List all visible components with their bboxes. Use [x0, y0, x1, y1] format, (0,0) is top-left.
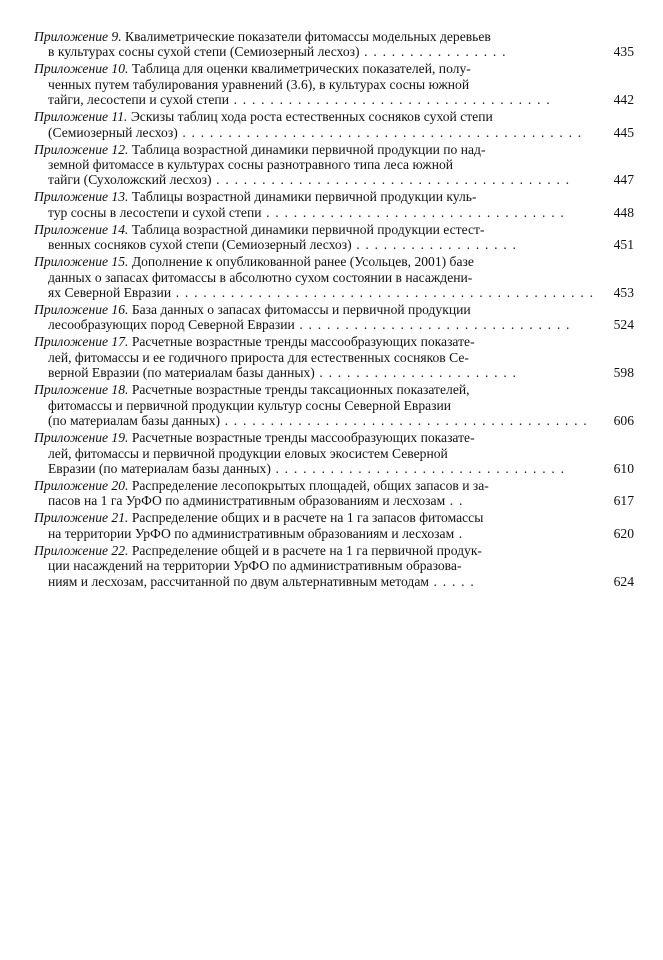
- toc-entry-title: [34, 302, 581, 333]
- toc-entry-line: [34, 142, 581, 157]
- toc-entry-line: [48, 350, 581, 365]
- appendix-label: Приложение 13.: [34, 189, 129, 205]
- toc-entry-title: [34, 189, 581, 220]
- toc-entry-text: тайги, лесостепи и сухой степи: [48, 92, 229, 108]
- toc-entry-title: [34, 382, 588, 429]
- toc-entry-line: [48, 172, 581, 187]
- toc-entry-text: земной фитомассе в культурах сосны разнотравного типа леса южной: [48, 157, 454, 173]
- page-number: 442: [613, 92, 634, 108]
- toc-entry[interactable]: [34, 109, 634, 140]
- page-number: 598: [613, 365, 634, 381]
- page-number: 624: [613, 573, 634, 589]
- toc-entry-line: [48, 92, 581, 107]
- page-number: 617: [613, 493, 634, 509]
- toc-entry-title: [34, 29, 581, 60]
- toc-entry-text: Таблица возрастной динамики первичной продукции по над-: [128, 141, 486, 157]
- toc-entry-text: Расчетные возрастные тренды таксационных показателей,: [128, 382, 470, 398]
- appendix-label: Приложение 16.: [34, 302, 129, 318]
- page-number: 448: [613, 204, 634, 220]
- toc-entry-line: [34, 189, 581, 204]
- appendix-label: Приложение 20.: [34, 477, 129, 493]
- toc-entry-line: [34, 109, 581, 124]
- dot-leader: . . . . .: [428, 573, 475, 589]
- toc-entry-text: Расчетные возрастные тренды массообразующих показате-: [128, 334, 475, 350]
- toc-entry-text: Распределение общей и в расчете на 1 га первичной продук-: [128, 542, 482, 558]
- toc-entry-title: [34, 109, 581, 140]
- toc-entry-text: лей, фитомассы и первичной продукции еловых экосистем Северной: [48, 445, 448, 461]
- toc-entry-line: [34, 29, 581, 44]
- page-number: 445: [613, 124, 634, 140]
- page-number: 620: [613, 525, 634, 541]
- toc-entry-line: [34, 222, 581, 237]
- page-number: 453: [613, 285, 634, 301]
- toc-entry-text: Квалиметрические показатели фитомассы модельных деревьев: [121, 29, 491, 44]
- toc-entry[interactable]: [34, 61, 634, 107]
- dot-leader: . . . . . . . . . . . . . . . . . . . . . . . . . . . . . . . . . . . . . . . .: [220, 413, 588, 429]
- toc-entry-title: [34, 254, 595, 301]
- appendix-label: Приложение 12.: [34, 141, 129, 157]
- dot-leader: . . . . . . . . . . . . . . . .: [359, 44, 507, 60]
- toc-entry-line: [48, 574, 581, 589]
- toc-entry-line: [34, 510, 581, 525]
- toc-entry-line: [34, 302, 581, 317]
- toc-entry-line: [48, 446, 581, 461]
- toc-entry[interactable]: [34, 478, 634, 509]
- toc-entry-text: венных сосняков сухой степи (Семиозерный лесхоз): [48, 237, 352, 253]
- toc-entry[interactable]: [34, 29, 634, 60]
- dot-leader: . . . . . . . . . . . . . . . . . . . . . . . . . . . . . .: [294, 317, 571, 333]
- appendix-label: Приложение 21.: [34, 510, 129, 526]
- toc-entry[interactable]: [34, 222, 634, 253]
- toc-entry-line: [48, 558, 581, 573]
- toc-entry-title: [34, 61, 581, 107]
- toc-entry-title: [34, 142, 581, 188]
- dot-leader: . . . . . . . . . . . . . . . . . . . . . . . . . . . . . . . . . . . . . . .: [211, 172, 571, 188]
- dot-leader: . . . . . . . . . . . . . . . . . .: [351, 237, 518, 253]
- toc-entry[interactable]: [34, 189, 634, 220]
- toc-entry-text: Расчетные возрастные тренды массообразующих показате-: [128, 430, 475, 446]
- toc-entry-text: лесообразующих пород Северной Евразии: [48, 317, 295, 333]
- toc-entry-line: [34, 382, 581, 397]
- dot-leader: . . . . . . . . . . . . . . . . . . . . . . . . . . . . . . . . . . .: [228, 92, 551, 108]
- toc-entry-line: [34, 254, 581, 269]
- toc-entry-line: [48, 157, 581, 172]
- toc-entry[interactable]: [34, 334, 634, 380]
- toc-entry-line: [48, 493, 581, 508]
- page-number: 451: [613, 237, 634, 253]
- toc-entry-title: [34, 510, 581, 541]
- toc-entry-line: [48, 365, 581, 380]
- toc-entry-line: [48, 285, 595, 301]
- toc-entry-text: фитомассы и первичной продукции культур сосны Северной Евразии: [48, 397, 452, 413]
- toc-entry-text: ниям и лесхозам, рассчитанной по двум альтернативным методам: [48, 573, 429, 589]
- appendix-label: Приложение 10.: [34, 61, 129, 77]
- toc-entry-title: [34, 222, 581, 253]
- toc-entry-title: [34, 478, 581, 509]
- dot-leader: .: [454, 525, 464, 541]
- toc-entry-line: [48, 270, 581, 285]
- page-number: 606: [613, 413, 634, 429]
- appendix-label: Приложение 9.: [34, 29, 122, 44]
- toc-entry-line: [48, 125, 581, 140]
- dot-leader: . . . . . . . . . . . . . . . . . . . . . . . . . . . . . . . . . . . . . . . . . . . .: [177, 124, 583, 140]
- toc-entry-line: [48, 461, 581, 476]
- dot-leader: . .: [445, 493, 464, 509]
- toc-entry-text: в культурах сосны сухой степи (Семиозерный лесхоз): [48, 44, 360, 60]
- toc-entry[interactable]: [34, 142, 634, 188]
- toc-entry-line: [48, 77, 581, 92]
- appendix-label: Приложение 17.: [34, 334, 129, 350]
- toc-entry-line: [48, 526, 581, 541]
- toc-entry-text: Распределение лесопокрытых площадей, общих запасов и за-: [128, 477, 489, 493]
- toc-entry[interactable]: [34, 510, 634, 541]
- toc-entry-text: База данных о запасах фитомассы и первичной продукции: [128, 302, 471, 318]
- appendix-label: Приложение 11.: [34, 109, 128, 125]
- toc-entry-line: [34, 61, 581, 76]
- toc-entry-line: [48, 413, 588, 429]
- toc-entry-text: (Семиозерный лесхоз): [48, 124, 178, 140]
- toc-entry-text: данных о запасах фитомассы в абсолютно сухом состоянии в насаждени-: [48, 269, 473, 285]
- page-number: 610: [613, 460, 634, 476]
- toc-entry[interactable]: [34, 430, 634, 476]
- toc-entry-text: тайги (Сухоложский лесхоз): [48, 172, 212, 188]
- toc-entry-text: ях Северной Евразии: [48, 285, 172, 301]
- toc-entry[interactable]: [34, 254, 634, 300]
- appendix-label: Приложение 19.: [34, 430, 129, 446]
- toc-entry-line: [48, 44, 581, 59]
- toc-entry[interactable]: [34, 543, 634, 589]
- toc-entry-text: лей, фитомассы и ее годичного прироста для естественных сосняков Се-: [48, 349, 469, 365]
- appendix-label: Приложение 22.: [34, 542, 129, 558]
- toc-entry-line: [48, 205, 581, 220]
- toc-entry-line: [48, 237, 581, 252]
- toc-entry-text: тур сосны в лесостепи и сухой степи: [48, 204, 262, 220]
- toc-entry-text: Таблица возрастной динамики первичной продукции естест-: [128, 221, 485, 237]
- toc-entry-text: на территории УрФО по административным образованиям и лесхозам: [48, 525, 455, 541]
- toc-entry-title: [34, 334, 581, 380]
- page-number: 524: [613, 317, 634, 333]
- toc-entry-title: [34, 430, 581, 476]
- toc-entry-line: [48, 398, 581, 413]
- appendix-label: Приложение 15.: [34, 254, 129, 270]
- toc-entry[interactable]: [34, 382, 634, 428]
- toc-entry-line: [34, 334, 581, 349]
- toc-entry-text: Евразии (по материалам базы данных): [48, 460, 271, 476]
- dot-leader: . . . . . . . . . . . . . . . . . . . . . . . . . . . . . . . .: [270, 460, 566, 476]
- toc-entry-text: ченных путем табулирования уравнений (3.6), в культурах сосны южной: [48, 76, 470, 92]
- toc-entry[interactable]: [34, 302, 634, 333]
- appendix-label: Приложение 18.: [34, 382, 129, 398]
- toc-entry-text: Эскизы таблиц хода роста естественных сосняков сухой степи: [127, 109, 493, 125]
- toc-entry-text: Таблица для оценки квалиметрических показателей, полу-: [128, 61, 471, 77]
- toc-entry-title: [34, 543, 581, 589]
- toc-entry-text: верной Евразии (по материалам базы данных): [48, 365, 315, 381]
- toc-entry-text: Распределение общих и в расчете на 1 га запасов фитомассы: [128, 510, 484, 526]
- toc-entry-text: ции насаждений на территории УрФО по административным образова-: [48, 558, 462, 574]
- appendix-label: Приложение 14.: [34, 221, 129, 237]
- dot-leader: . . . . . . . . . . . . . . . . . . . . . . . . . . . . . . . . . . . . . . . . . . . . . .: [171, 285, 595, 301]
- toc-entry-line: [34, 430, 581, 445]
- dot-leader: . . . . . . . . . . . . . . . . . . . . . . . . . . . . . . . . .: [261, 204, 565, 220]
- page-number: 447: [613, 172, 634, 188]
- page-number: 435: [613, 44, 634, 60]
- toc-entry-text: Дополнение к опубликованной ранее (Усольцев, 2001) базе: [128, 254, 474, 270]
- toc-entry-line: [34, 543, 581, 558]
- toc-entry-line: [34, 478, 581, 493]
- toc-entry-text: Таблицы возрастной динамики первичной продукции куль-: [128, 189, 477, 205]
- table-of-contents: [34, 29, 634, 591]
- toc-entry-text: (по материалам базы данных): [48, 413, 221, 429]
- toc-entry-line: [48, 317, 581, 332]
- toc-entry-text: пасов на 1 га УрФО по административным образованиям и лесхозам: [48, 493, 446, 509]
- dot-leader: . . . . . . . . . . . . . . . . . . . . . .: [314, 365, 518, 381]
